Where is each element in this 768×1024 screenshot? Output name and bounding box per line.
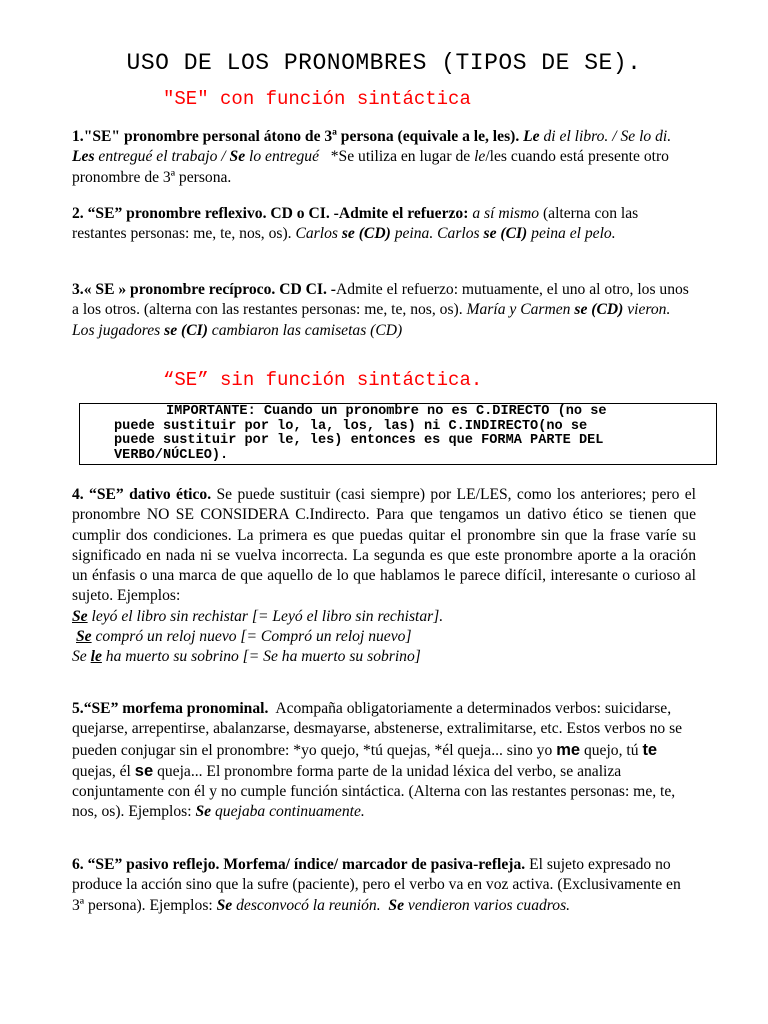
note-text: *Se utiliza en lugar de bbox=[330, 148, 471, 166]
section-heading-con-funcion: "SE" con función sintáctica bbox=[163, 88, 471, 110]
example-se-ci: se (CI) bbox=[164, 321, 208, 339]
example-se-ci: se (CI) bbox=[483, 225, 528, 243]
example-text: Carlos bbox=[295, 225, 338, 243]
page-title: USO DE LOS PRONOMBRES (TIPOS DE SE). bbox=[126, 50, 642, 76]
alterna-text: (alterna con las restantes personas: me, te, nos, os). bbox=[72, 205, 639, 243]
item-5-text: Acompaña obligatoriamente a determinados verbos: suicidarse, quejarse, arrepentirse, abalanzarse, desmayarse, abstenerse, extralimitarse, etc. Estos verbos no se pueden conjugar sin el pronombre: *yo quejo, *tú quejas, *él queja... sino yo bbox=[72, 700, 683, 759]
item-3-heading: 3.« SE » pronombre recíproco. CD CI. - bbox=[72, 281, 336, 298]
example-line bbox=[72, 607, 696, 627]
item-4-text: Se puede sustituir (casi siempre) por LE/LES, como los anteriores; pero el pronombre NO SE CONSIDERA C.Indirecto. Para que tengamos un dativo ético se tienen que cumplir dos condiciones. La primera es que puedas quitar el pronombre sin que la frase varíe su significado en nada ni se vuelva incorrecta. La segunda es que este pronombre aporte a la oración un énfasis o una marca de que aquello de lo que hablamos le parece difícil, interesante o curioso al sujeto. Ejemplos: bbox=[72, 486, 697, 605]
example-text: quejaba continuamente. bbox=[214, 803, 365, 821]
example-se-cd: se (CD) bbox=[574, 301, 624, 319]
item-2-heading: 2. “SE” pronombre reflexivo. CD o CI. -Admite el refuerzo: bbox=[72, 205, 469, 222]
example-les: Les bbox=[72, 148, 95, 166]
pronoun-se: se bbox=[134, 761, 154, 780]
item-5-text: quejo, tú bbox=[583, 741, 639, 759]
item-6-text: El sujeto expresado no produce la acción sino que la sufre (paciente), pero el verbo va en voz activa. (Exclusivamente en 3ª persona). Ejemplos: bbox=[72, 856, 681, 914]
example-se: Se bbox=[216, 896, 233, 914]
refuerzo-text: a sí mismo bbox=[472, 205, 540, 222]
example-text: vendieron varios cuadros. bbox=[407, 896, 571, 914]
example-text: Se bbox=[72, 648, 87, 666]
item-5-heading: 5.“SE” morfema pronominal. bbox=[72, 700, 269, 717]
item-4-heading: 4. “SE” dativo ético. bbox=[72, 486, 212, 503]
example-text: di el libro. / Se lo di. bbox=[543, 128, 672, 145]
example-se: Se bbox=[72, 607, 88, 625]
item-3-text: Admite el refuerzo: mutuamente, el uno al otro, los unos a los otros. (alterna con las restantes personas: me, te, nos, os). bbox=[72, 281, 689, 319]
example-se: Se bbox=[388, 896, 405, 914]
example-se: Se bbox=[76, 628, 92, 646]
paragraph-item-6 bbox=[72, 855, 696, 916]
item-5-text: queja... El pronombre forma parte de la unidad léxica del verbo, se analiza conjuntamente con él y no cumple función sintáctica. (Alterna con las restantes personas: me, te, nos, os). Ejemplos: bbox=[72, 762, 676, 821]
paragraph-item-5 bbox=[72, 699, 696, 823]
example-se: Se bbox=[195, 803, 212, 821]
example-se-cd: se (CD) bbox=[341, 225, 391, 243]
example-se: Se bbox=[229, 148, 246, 166]
note-le: le bbox=[474, 148, 486, 166]
paragraph-item-4 bbox=[72, 485, 696, 668]
example-text: ha muerto su sobrino [= Se ha muerto su sobrino] bbox=[105, 648, 421, 666]
item-6-heading: 6. “SE” pasivo reflejo. Morfema/ índice/ marcador de pasiva-refleja. bbox=[72, 856, 526, 873]
example-text: vieron. Los jugadores bbox=[72, 301, 671, 339]
important-line: VERBO/NÚCLEO). bbox=[114, 447, 229, 463]
important-line: puede sustituir por lo, la, los, las) ni C.INDIRECTO(no se bbox=[114, 418, 588, 434]
example-line bbox=[72, 647, 696, 667]
important-line: puede sustituir por le, les) entonces es que FORMA PARTE DEL bbox=[114, 433, 604, 449]
example-text: peina. Carlos bbox=[394, 225, 480, 243]
section-heading-sin-funcion: “SE” sin función sintáctica. bbox=[163, 369, 483, 391]
example-le: Le bbox=[523, 128, 540, 145]
example-text: entregué el trabajo / bbox=[98, 148, 226, 166]
example-text: leyó el libro sin rechistar [= Leyó el libro sin rechistar]. bbox=[91, 607, 444, 625]
example-text: cambiaron las camisetas (CD) bbox=[211, 321, 403, 339]
note-text: /les cuando está presente otro pronombre de 3ª persona. bbox=[72, 148, 669, 186]
item-5-text: quejas, él bbox=[72, 762, 131, 780]
example-text: compró un reloj nuevo [= Compró un reloj nuevo] bbox=[95, 628, 412, 646]
example-text: María y Carmen bbox=[466, 301, 571, 319]
paragraph-item-3 bbox=[72, 280, 696, 341]
paragraph-item-2 bbox=[72, 204, 696, 245]
example-line bbox=[72, 627, 696, 647]
example-text: desconvocó la reunión. bbox=[236, 896, 381, 914]
pronoun-te: te bbox=[642, 740, 658, 759]
example-text: lo entregué bbox=[249, 148, 320, 166]
example-le: le bbox=[90, 648, 102, 666]
item-4-body bbox=[72, 485, 696, 607]
paragraph-item-1 bbox=[72, 127, 696, 188]
important-line: IMPORTANTE: Cuando un pronombre no es C.DIRECTO (no se bbox=[166, 404, 607, 419]
important-note-box bbox=[79, 403, 717, 465]
item-1-heading: 1."SE" pronombre personal átono de 3ª persona (equivale a le, les). bbox=[72, 128, 520, 145]
example-text: peina el pelo. bbox=[531, 225, 616, 243]
pronoun-me: me bbox=[556, 740, 581, 759]
